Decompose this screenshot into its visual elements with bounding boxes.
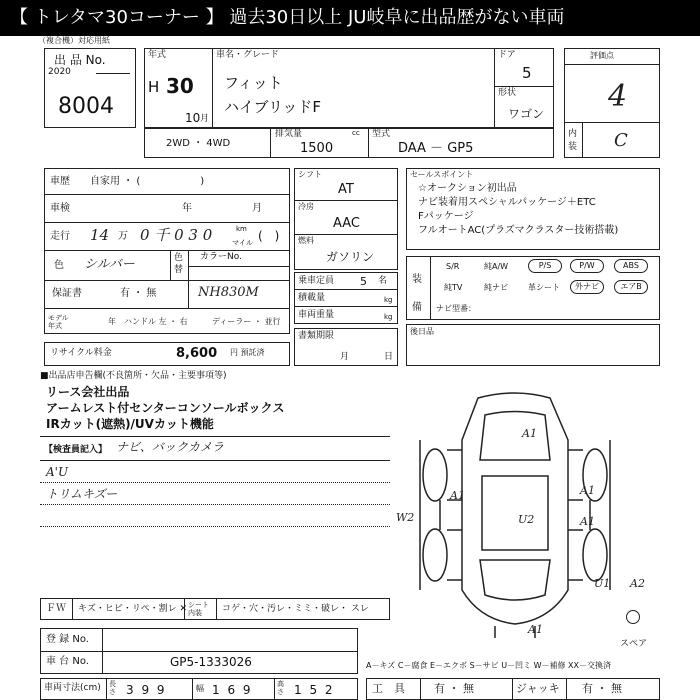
- damage-legend: A－キズ C－腐食 E－エクボ S－サビ U－凹ミ W－補修 XX－交換済: [366, 661, 612, 670]
- lot-number-label: 出 品 No.: [54, 53, 106, 67]
- drive-label: 2WD ・ 4WD: [166, 138, 231, 149]
- year-label: 年式: [148, 50, 167, 60]
- damage-mark-left-side: W2: [396, 511, 415, 524]
- height-value: 1 5 2: [294, 683, 335, 697]
- inspection-month: 月: [252, 203, 262, 214]
- form-subtitle: （複合機）対応用紙: [38, 36, 110, 45]
- recycle-unit: 円 預託済: [230, 348, 265, 357]
- mileage-rest: 0 千 0 3 0: [140, 226, 213, 244]
- equip-alloy-wheel: 純A/W: [484, 262, 509, 271]
- handwritten-note: トリムキズー: [46, 487, 118, 501]
- equip-navi: 純ナビ: [484, 283, 508, 292]
- inspector-label: 【検査員記入】: [44, 445, 108, 455]
- period-month: 月: [340, 352, 350, 362]
- damage-mark-front: A1: [522, 427, 537, 440]
- lot-year-small: 2020: [48, 67, 71, 77]
- shape-value: ワゴン: [508, 107, 545, 121]
- handle-label: ハンドル 左 ・ 右: [124, 317, 188, 326]
- weight-label: 車両重量: [298, 310, 335, 320]
- recycle-label: リサイクル料金: [50, 348, 112, 358]
- dealer-label: ディーラー ・ 並行: [212, 317, 281, 326]
- sales-points-label: セールスポイント: [410, 170, 474, 179]
- shift-label: シフト: [298, 170, 322, 179]
- doors-value: 5: [522, 64, 532, 82]
- seat-label: シート内装: [188, 601, 209, 617]
- chassis-value: GP5-1333026: [170, 655, 252, 669]
- history-table: [44, 168, 290, 334]
- equip-tv: 純TV: [444, 283, 463, 292]
- capacity-label: 乗車定員: [298, 276, 335, 286]
- month-value: 10: [185, 111, 201, 125]
- height-label: 高さ: [277, 680, 284, 696]
- inspector-text: ナビ、バックカメラ: [116, 440, 224, 454]
- equipment-label: 装備: [412, 274, 422, 313]
- sales-point-item: ☆オークション初出品: [418, 183, 517, 194]
- repaint-label: 色替: [174, 253, 184, 275]
- period-label: 書類期限: [298, 331, 335, 341]
- jack-value: 有 ・ 無: [582, 682, 622, 695]
- mile-paren: ( ): [258, 229, 280, 243]
- load-unit: kg: [384, 296, 393, 304]
- type-label: 型式: [372, 129, 391, 139]
- capacity-unit: 名: [378, 276, 388, 286]
- recycle-value: 8,600: [176, 346, 218, 361]
- navi-model-label: ナビ型番：: [436, 304, 476, 313]
- width-label: 幅: [196, 684, 204, 693]
- tools-value: 有 ・ 無: [434, 682, 474, 695]
- equip-leather: 革シート: [528, 283, 560, 292]
- equip-sr: S/R: [446, 262, 460, 271]
- era-value: H: [148, 78, 160, 96]
- type-value: DAA － GP5: [398, 141, 474, 156]
- retrofit-box: [406, 324, 660, 366]
- damage-mark-hood: A1: [450, 489, 465, 502]
- model-label: 車名・グレード: [216, 50, 280, 60]
- displacement-label: 排気量: [275, 129, 303, 139]
- sales-point-item: ナビ装着用スペシャルパッケージ＋ETC: [418, 197, 596, 208]
- model-year-label: モデル年式: [48, 314, 69, 330]
- equip-external-navi: 外ナビ: [570, 280, 604, 294]
- equip-abs: ABS: [614, 259, 648, 273]
- interior-label: 内装: [568, 129, 578, 152]
- fw-value: キズ・ヒビ・リペ・割レ ✕: [78, 604, 188, 614]
- color-no-value: NH830M: [198, 285, 259, 300]
- sales-point-item: Fパッケージ: [418, 211, 474, 222]
- model-name: フィット: [224, 74, 283, 92]
- fuel-label: 燃料: [298, 236, 314, 245]
- displacement-value: 1500: [300, 141, 334, 156]
- load-label: 積載量: [298, 293, 326, 303]
- history-value: 自家用 ・ ( ): [90, 176, 205, 187]
- seat-value: コゲ・穴・汚レ・ミミ・破レ・ スレ: [222, 604, 369, 614]
- note-item: リース会社出品: [46, 385, 130, 399]
- score-value: 4: [608, 79, 628, 114]
- fuel-value: ガソリン: [326, 250, 375, 264]
- color-no-label: カラーNo.: [200, 252, 242, 262]
- model-year-unit: 年: [108, 317, 116, 326]
- tools-label: 工 具: [372, 682, 405, 695]
- width-value: 1 6 9: [212, 683, 253, 697]
- jack-label: ジャッキ: [516, 682, 560, 695]
- man-unit: 万: [118, 231, 128, 242]
- damage-mark-rear-right: U1: [594, 577, 611, 590]
- doors-label: ドア: [498, 50, 516, 60]
- retrofit-label: 後日品: [410, 327, 434, 336]
- damage-mark-rear: A1: [528, 623, 543, 636]
- aircon-label: 冷房: [298, 202, 314, 211]
- damage-mark-right-mid: A1: [580, 515, 595, 528]
- mileage-label: 走行: [50, 231, 70, 242]
- color-value: シルバー: [84, 257, 135, 272]
- lot-number-value: 8004: [58, 94, 114, 119]
- period-day: 日: [384, 352, 394, 362]
- car-body-diagram: [400, 380, 660, 640]
- shape-label: 形状: [498, 88, 517, 98]
- mile-label: マイル: [232, 239, 253, 247]
- score-label: 評価点: [590, 51, 614, 60]
- auction-banner: 【 トレタマ30コーナー 】 過去30日以上 JU岐阜に出品歴がない車両: [0, 0, 700, 36]
- note-item: IRカット(遮熱)/UVカット機能: [46, 417, 214, 431]
- inspection-year: 年: [182, 203, 192, 214]
- reg-label: 登 録 No.: [46, 634, 89, 645]
- spare-tire-icon: [626, 610, 640, 624]
- warranty-value: 有 ・ 無: [120, 288, 157, 299]
- year-value: 30: [166, 74, 194, 98]
- interior-value: C: [614, 130, 628, 151]
- capacity-value: 5: [360, 275, 367, 288]
- handwritten-note: A'U: [46, 465, 69, 479]
- shift-value: AT: [338, 182, 354, 197]
- fw-label: ＦＷ: [46, 603, 66, 614]
- warranty-label: 保証書: [52, 288, 82, 299]
- aircon-value: AAC: [333, 216, 360, 231]
- equip-power-window: P/W: [570, 259, 604, 273]
- length-label: 長さ: [109, 680, 116, 696]
- history-label: 車歴: [50, 176, 70, 187]
- length-value: 3 9 9: [126, 683, 167, 697]
- sales-point-item: フルオートAC(プラズマクラスター技術搭載): [418, 225, 619, 236]
- chassis-label: 車 台 No.: [46, 656, 89, 667]
- damage-mark-roof: U2: [518, 513, 535, 526]
- cc-label: cc: [352, 129, 360, 137]
- mileage-man: 14: [90, 226, 110, 244]
- spare-label: スペア: [620, 639, 648, 649]
- damage-mark-right-front: A1: [580, 484, 595, 497]
- equip-power-steering: P/S: [528, 259, 562, 273]
- notes-label: ■出品店申告欄(不良箇所・欠品・主要事項等): [40, 371, 227, 381]
- equip-airbag: エアB: [614, 280, 648, 294]
- km-label: km: [236, 225, 247, 233]
- note-item: アームレスト付センターコンソールボックス: [46, 401, 285, 415]
- weight-unit: kg: [384, 313, 393, 321]
- sales-points-box: [406, 168, 660, 250]
- grade-name: ハイブリッドF: [224, 98, 321, 116]
- color-label: 色: [54, 260, 64, 271]
- size-label: 車両寸法(cm): [44, 683, 101, 693]
- inspection-label: 車検: [50, 203, 70, 214]
- damage-mark-rear-corner: A2: [630, 577, 645, 590]
- month-unit: 月: [200, 114, 210, 124]
